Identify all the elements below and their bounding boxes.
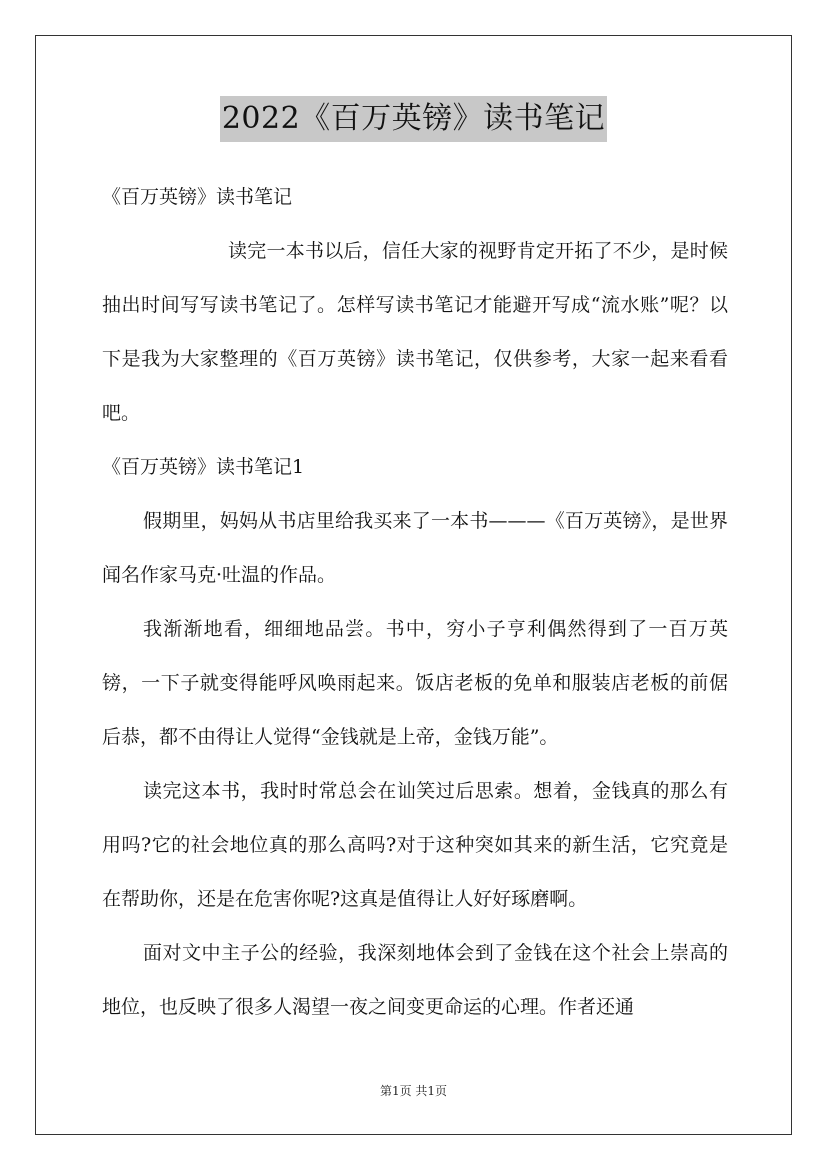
title-area [0,96,827,142]
body-paragraph-2: 我渐渐地看，细细地品尝。书中，穷小子亨利偶然得到了一百万英镑，一下子就变得能呼风唤雨起来。饭店老板的免单和服装店老板的前倨后恭，都不由得让人觉得“金钱就是上帝，金钱万能”。 [102,618,728,748]
body-paragraph-1: 假期里，妈妈从书店里给我买来了一本书———《百万英镑》，是世界闻名作家马克·吐温的作品。 [102,510,728,586]
page-number: 第1页 共1页 [379,1084,448,1098]
section-heading: 《百万英镑》读书笔记1 [102,456,305,478]
document-body [102,170,728,1034]
body-paragraph-3: 读完这本书，我时时常总会在讪笑过后思索。想着，金钱真的那么有用吗?它的社会地位真的那么高吗?对于这种突如其来的新生活，它究竟是在帮助你，还是在危害你呢?这真是值得让人好好琢磨啊。 [102,780,728,910]
document-title: 2022《百万英镑》读书笔记 [220,96,607,142]
page-footer [0,1083,827,1099]
document-subtitle: 《百万英镑》读书笔记 [102,186,293,208]
intro-paragraph: 读完一本书以后，信任大家的视野肯定开拓了不少，是时候抽出时间写写读书笔记了。怎样写读书笔记才能避开写成“流水账”呢？以下是我为大家整理的《百万英镑》读书笔记，仅供参考，大家一起来看看吧。 [102,240,728,424]
body-paragraph-4: 面对文中主子公的经验，我深刻地体会到了金钱在这个社会上崇高的地位，也反映了很多人渴望一夜之间变更命运的心理。作者还通 [102,942,728,1018]
